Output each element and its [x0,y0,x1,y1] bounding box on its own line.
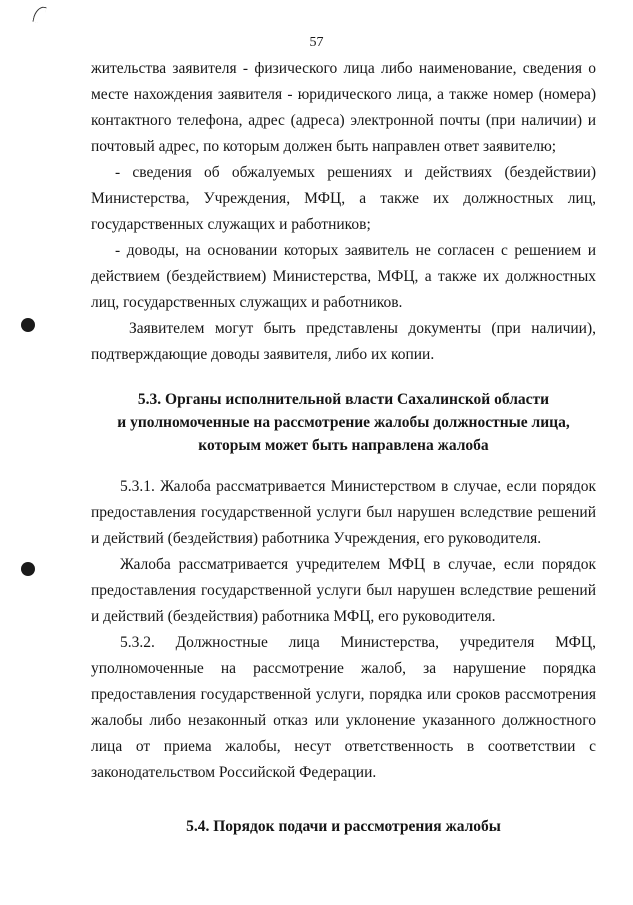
paragraph-appealed-decisions: - сведения об обжалуемых решениях и действиях (бездействии) Министерства, Учреждения, МФЦ, а также их должностных лиц, государственных служащих и работников; [91,164,596,233]
binder-hole [21,318,35,332]
paragraph-5-3-1: 5.3.1. Жалоба рассматривается Министерством в случае, если порядок предоставления государственной услуги был нарушен вследствие решений и действий (бездействия) работника Учреждения, его руководителя. [91,478,596,547]
binder-hole [21,562,35,576]
section-heading-5-3-line-2: и уполномоченные на рассмотрение жалобы должностные лица, [117,414,570,431]
pen-mark [32,5,46,24]
section-heading-5-3-line-1: 5.3. Органы исполнительной власти Сахалинской области [137,391,550,408]
section-heading-5-3-line-3: которым может быть направлена жалоба [198,437,489,454]
section-heading-5-4: 5.4. Порядок подачи и рассмотрения жалобы [186,818,501,835]
paragraph-5-3-2: 5.3.2. Должностные лица Министерства, учредителя МФЦ, уполномоченные на рассмотрение жалоб, за нарушение порядка предоставления государственной услуги, порядка или сроков рассмотрения жалобы либо незаконный отказ или уклонение указанного должностного лица от приема жалобы, несут ответственность в соответствии с законодательством Российской Федерации. [91,634,596,781]
paragraph-mfc-founder: Жалоба рассматривается учредителем МФЦ в случае, если порядок предоставления государственной услуги был нарушен вследствие решений и действий (бездействия) работника МФЦ, его руководителя. [91,556,596,625]
paragraph-applicant-details: жительства заявителя - физического лица либо наименование, сведения о месте нахождения заявителя - юридического лица, а также номер (номера) контактного телефона, адрес (адреса) электронной почты (при наличии) и почтовый адрес, по которым должен быть направлен ответ заявителю; [91,60,596,155]
paragraph-arguments: - доводы, на основании которых заявитель не согласен с решением и действием (бездействием) Министерства, МФЦ, а также их должностных лиц, государственных служащих и работников. [91,242,596,311]
page-number: 57 [309,35,324,50]
section-heading-5-3 [91,388,596,457]
paragraph-supporting-documents: Заявителем могут быть представлены документы (при наличии), подтверждающие доводы заявителя, либо их копии. [91,320,596,363]
